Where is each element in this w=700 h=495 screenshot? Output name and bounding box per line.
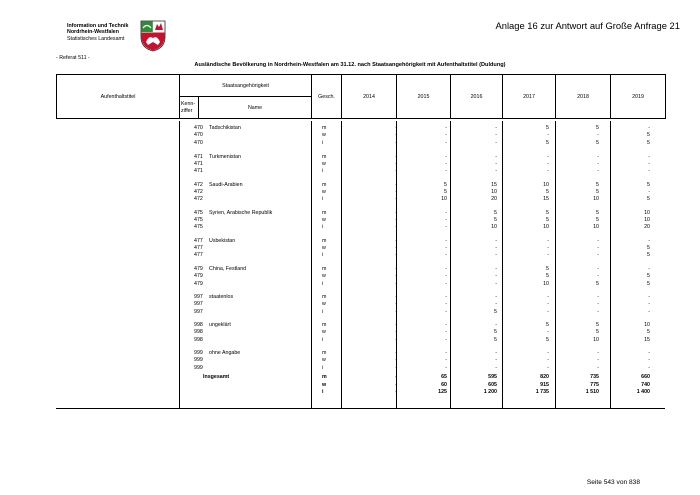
value-cell: 5 xyxy=(647,280,650,287)
value-cell: 5 xyxy=(647,329,650,336)
value-cell: - xyxy=(395,280,397,287)
gesch-cell: w xyxy=(322,273,326,280)
value-cell: 5 xyxy=(647,139,650,146)
anlage-heading: Anlage 16 zur Antwort auf Große Anfrage 21 xyxy=(495,20,680,31)
value-cell: - xyxy=(597,364,599,371)
country-name-cell: ohne Angabe xyxy=(209,350,241,356)
kennziffer-cell: 471 xyxy=(194,168,203,175)
value-cell: 5 xyxy=(494,308,497,315)
kennziffer-cell: 479 xyxy=(194,280,203,287)
value-cell: - xyxy=(495,357,497,364)
table-row xyxy=(56,365,665,372)
value-cell: - xyxy=(547,237,549,244)
value-cell: - xyxy=(395,266,397,272)
col-year-2014: 2014 xyxy=(342,75,397,119)
gesch-cell: m xyxy=(322,350,327,356)
gesch-cell: i xyxy=(322,308,324,315)
value-cell: - xyxy=(648,160,650,167)
kennziffer-cell: 470 xyxy=(194,139,203,146)
value-cell: - xyxy=(445,132,447,139)
kennziffer-cell: 998 xyxy=(194,322,203,328)
value-cell: - xyxy=(495,160,497,167)
value-cell: 5 xyxy=(546,322,549,328)
value-cell: - xyxy=(597,153,599,160)
kennziffer-cell: 475 xyxy=(194,216,203,223)
kennziffer-cell: 998 xyxy=(194,329,203,336)
value-cell: 5 xyxy=(546,188,549,195)
gesch-cell: w xyxy=(322,329,326,336)
gesch-cell: m xyxy=(322,153,327,160)
value-cell: 5 xyxy=(546,336,549,343)
value-cell: - xyxy=(495,364,497,371)
value-cell: - xyxy=(547,329,549,336)
table-body xyxy=(56,121,665,409)
value-cell: - xyxy=(547,350,549,356)
table-header xyxy=(56,74,666,119)
value-cell: - xyxy=(445,224,447,231)
gesch-cell: m xyxy=(322,294,327,300)
value-cell: - xyxy=(547,168,549,175)
value-cell: - xyxy=(445,216,447,223)
value-cell: - xyxy=(445,301,447,308)
value-cell: - xyxy=(648,168,650,175)
gesch-cell: w xyxy=(322,132,326,139)
kennziffer-cell: 477 xyxy=(194,237,203,244)
value-cell: - xyxy=(597,252,599,259)
value-cell: - xyxy=(395,237,397,244)
total-row xyxy=(56,389,665,396)
value-cell: - xyxy=(597,237,599,244)
table-row xyxy=(56,357,665,364)
col-aufenthaltstitel: Aufenthaltstitel xyxy=(57,75,180,119)
col-name: Name xyxy=(199,97,312,119)
value-cell: - xyxy=(597,350,599,356)
country-name-cell: China, Festland xyxy=(209,266,247,272)
kennziffer-cell: 999 xyxy=(194,357,203,364)
value-cell: - xyxy=(395,181,397,188)
total-value-cell: 735 xyxy=(590,374,599,380)
gesch-cell: i xyxy=(322,196,324,203)
gesch-cell: m xyxy=(322,209,327,216)
value-cell: - xyxy=(395,168,397,175)
value-cell: 5 xyxy=(596,280,599,287)
value-cell: 20 xyxy=(491,196,497,203)
col-year-2016: 2016 xyxy=(451,75,503,119)
value-cell: - xyxy=(547,301,549,308)
value-cell: - xyxy=(445,322,447,328)
value-cell: 10 xyxy=(543,181,549,188)
table-row xyxy=(56,245,665,252)
value-cell: 10 xyxy=(543,224,549,231)
total-value-cell: 820 xyxy=(540,374,549,380)
value-cell: - xyxy=(597,244,599,251)
gesch-cell: w xyxy=(322,381,327,388)
value-cell: - xyxy=(495,139,497,146)
value-cell: 15 xyxy=(543,196,549,203)
table-row xyxy=(56,189,665,196)
referat-label: - Referat 511 - xyxy=(56,55,90,61)
org-logo-text xyxy=(67,23,128,42)
value-cell: - xyxy=(648,153,650,160)
value-cell: - xyxy=(648,308,650,315)
value-cell: 15 xyxy=(644,336,650,343)
total-value-cell: - xyxy=(395,374,397,380)
value-cell: 10 xyxy=(644,209,650,216)
value-cell: 5 xyxy=(494,336,497,343)
value-cell: - xyxy=(597,301,599,308)
value-cell: - xyxy=(648,364,650,371)
value-cell: - xyxy=(395,188,397,195)
value-cell: - xyxy=(395,294,397,300)
value-cell: 5 xyxy=(494,329,497,336)
value-cell: - xyxy=(445,294,447,300)
table-row xyxy=(56,273,665,280)
value-cell: 5 xyxy=(444,188,447,195)
value-cell: - xyxy=(445,280,447,287)
table-row xyxy=(56,161,665,168)
kennziffer-cell: 470 xyxy=(194,125,203,131)
value-cell: - xyxy=(648,350,650,356)
value-cell: - xyxy=(445,160,447,167)
org-line-2: Nordrhein-Westfalen xyxy=(67,29,119,36)
value-cell: - xyxy=(395,160,397,167)
value-cell: 10 xyxy=(441,196,447,203)
country-name-cell: Tadschikistan xyxy=(209,125,241,131)
value-cell: - xyxy=(495,132,497,139)
value-cell: - xyxy=(547,153,549,160)
kennziffer-cell: 998 xyxy=(194,336,203,343)
kennziffer-cell: 479 xyxy=(194,273,203,280)
value-cell: - xyxy=(648,357,650,364)
value-cell: - xyxy=(547,294,549,300)
value-cell: - xyxy=(395,322,397,328)
kennziffer-cell: 999 xyxy=(194,350,203,356)
value-cell: - xyxy=(547,357,549,364)
value-cell: 5 xyxy=(444,181,447,188)
gesch-cell: i xyxy=(322,252,324,259)
table-row xyxy=(56,329,665,336)
value-cell: 10 xyxy=(543,280,549,287)
value-cell: - xyxy=(395,308,397,315)
table-row xyxy=(56,125,665,132)
value-cell: 5 xyxy=(596,322,599,328)
kennziffer-cell: 997 xyxy=(194,308,203,315)
nrw-crest-icon xyxy=(140,20,166,52)
value-cell: - xyxy=(445,237,447,244)
value-cell: - xyxy=(495,273,497,280)
table-row xyxy=(56,294,665,301)
value-cell: - xyxy=(395,301,397,308)
value-cell: - xyxy=(648,237,650,244)
total-value-cell: 1 510 xyxy=(585,389,599,396)
kennziffer-cell: 471 xyxy=(194,160,203,167)
gesch-cell: w xyxy=(322,160,326,167)
value-cell: - xyxy=(395,350,397,356)
gesch-cell: m xyxy=(322,181,327,188)
value-cell: - xyxy=(395,336,397,343)
col-staatsangehoerigkeit: Staatsangehörigkeit xyxy=(180,75,312,97)
value-cell: - xyxy=(597,308,599,315)
table-row xyxy=(56,140,665,147)
gesch-cell: i xyxy=(322,224,324,231)
kennziffer-cell: 477 xyxy=(194,252,203,259)
kennziffer-cell: 475 xyxy=(194,224,203,231)
page-number: Seite 543 von 838 xyxy=(586,479,640,486)
total-value-cell: - xyxy=(395,381,397,388)
value-cell: - xyxy=(495,280,497,287)
value-cell: - xyxy=(648,188,650,195)
gesch-cell: m xyxy=(322,322,327,328)
value-cell: - xyxy=(445,252,447,259)
value-cell: - xyxy=(648,294,650,300)
value-cell: 5 xyxy=(546,273,549,280)
table-row xyxy=(56,132,665,139)
value-cell: - xyxy=(597,132,599,139)
value-cell: - xyxy=(495,294,497,300)
gesch-cell: i xyxy=(322,168,324,175)
gesch-cell: i xyxy=(322,139,324,146)
value-cell: - xyxy=(547,160,549,167)
kennziffer-cell: 479 xyxy=(194,266,203,272)
value-cell: - xyxy=(395,139,397,146)
kennziffer-cell: 477 xyxy=(194,244,203,251)
value-cell: 5 xyxy=(596,329,599,336)
table-row xyxy=(56,182,665,189)
value-cell: - xyxy=(648,301,650,308)
col-kennziffer: Kenn-ziffer xyxy=(180,97,199,119)
value-cell: - xyxy=(597,168,599,175)
value-cell: 5 xyxy=(546,209,549,216)
col-year-2019: 2019 xyxy=(611,75,666,119)
value-cell: 5 xyxy=(647,196,650,203)
kennziffer-cell: 472 xyxy=(194,188,203,195)
col-year-2015: 2015 xyxy=(397,75,451,119)
value-cell: - xyxy=(395,196,397,203)
gesch-cell: m xyxy=(322,125,327,131)
value-cell: - xyxy=(547,244,549,251)
value-cell: - xyxy=(445,139,447,146)
value-cell: 5 xyxy=(494,209,497,216)
table-row xyxy=(56,196,665,203)
total-value-cell: 605 xyxy=(488,381,497,388)
total-row xyxy=(56,374,665,381)
table-row xyxy=(56,337,665,344)
total-row xyxy=(56,382,665,389)
value-cell: - xyxy=(445,357,447,364)
value-cell: - xyxy=(395,209,397,216)
gesch-cell: w xyxy=(322,357,326,364)
table-title: Ausländische Bevölkerung in Nordrhein-Westfalen am 31.12. nach Staatsangehörigkeit mit Aufenthaltstitel (Duldung) xyxy=(194,62,506,68)
gesch-cell: w xyxy=(322,244,326,251)
value-cell: - xyxy=(495,153,497,160)
gesch-cell: m xyxy=(322,237,327,244)
total-value-cell: 65 xyxy=(441,374,447,380)
kennziffer-cell: 472 xyxy=(194,181,203,188)
value-cell: - xyxy=(395,216,397,223)
total-value-cell: 1 400 xyxy=(636,389,650,396)
kennziffer-cell: 999 xyxy=(194,364,203,371)
kennziffer-cell: 470 xyxy=(194,132,203,139)
table-row xyxy=(56,252,665,259)
value-cell: - xyxy=(395,132,397,139)
table-row xyxy=(56,154,665,161)
kennziffer-cell: 475 xyxy=(194,209,203,216)
gesch-cell: m xyxy=(322,374,327,380)
value-cell: - xyxy=(445,336,447,343)
value-cell: 10 xyxy=(491,224,497,231)
gesch-cell: m xyxy=(322,266,327,272)
value-cell: - xyxy=(395,357,397,364)
value-cell: 5 xyxy=(546,125,549,131)
value-cell: - xyxy=(395,329,397,336)
total-value-cell: 60 xyxy=(441,381,447,388)
value-cell: 5 xyxy=(647,273,650,280)
value-cell: - xyxy=(547,308,549,315)
value-cell: - xyxy=(495,237,497,244)
value-cell: - xyxy=(445,125,447,131)
value-cell: - xyxy=(495,301,497,308)
value-cell: 15 xyxy=(491,181,497,188)
value-cell: 5 xyxy=(596,125,599,131)
value-cell: - xyxy=(445,308,447,315)
value-cell: 10 xyxy=(491,188,497,195)
table-row xyxy=(56,266,665,273)
col-gesch: Gesch. xyxy=(312,75,342,119)
value-cell: - xyxy=(495,266,497,272)
value-cell: - xyxy=(445,153,447,160)
table-row xyxy=(56,301,665,308)
table-row xyxy=(56,309,665,316)
value-cell: - xyxy=(445,168,447,175)
value-cell: - xyxy=(547,252,549,259)
value-cell: - xyxy=(547,364,549,371)
total-value-cell: - xyxy=(395,389,397,396)
gesch-cell: w xyxy=(322,301,326,308)
gesch-cell: i xyxy=(322,280,324,287)
org-line-1: Information und Technik xyxy=(67,23,129,29)
value-cell: - xyxy=(445,266,447,272)
kennziffer-cell: 472 xyxy=(194,196,203,203)
table-row xyxy=(56,238,665,245)
total-value-cell: 915 xyxy=(540,381,549,388)
country-name-cell: Turkmenistan xyxy=(209,153,241,160)
country-name-cell: Saudi-Arabien xyxy=(209,181,243,188)
value-cell: - xyxy=(597,273,599,280)
value-cell: - xyxy=(445,273,447,280)
gesch-cell: i xyxy=(322,336,324,343)
table-row xyxy=(56,281,665,288)
value-cell: 5 xyxy=(647,181,650,188)
value-cell: 5 xyxy=(647,244,650,251)
org-line-3: Statistisches Landesamt xyxy=(67,35,125,42)
value-cell: - xyxy=(395,224,397,231)
value-cell: - xyxy=(395,125,397,131)
value-cell: - xyxy=(395,244,397,251)
total-value-cell: 595 xyxy=(488,374,497,380)
value-cell: - xyxy=(395,153,397,160)
value-cell: 5 xyxy=(546,266,549,272)
country-name-cell: ungeklärt xyxy=(209,322,231,328)
value-cell: - xyxy=(445,329,447,336)
total-value-cell: 125 xyxy=(438,389,447,396)
col-year-2018: 2018 xyxy=(556,75,611,119)
value-cell: 5 xyxy=(647,252,650,259)
value-cell: - xyxy=(445,364,447,371)
value-cell: 5 xyxy=(596,209,599,216)
value-cell: - xyxy=(395,364,397,371)
value-cell: - xyxy=(495,244,497,251)
value-cell: 5 xyxy=(596,139,599,146)
kennziffer-cell: 471 xyxy=(194,153,203,160)
kennziffer-cell: 997 xyxy=(194,294,203,300)
total-value-cell: 775 xyxy=(590,381,599,388)
value-cell: - xyxy=(597,266,599,272)
country-name-cell: staatenlos xyxy=(209,294,234,300)
value-cell: 20 xyxy=(644,224,650,231)
gesch-cell: w xyxy=(322,216,326,223)
total-value-cell: 660 xyxy=(641,374,650,380)
value-cell: - xyxy=(648,266,650,272)
value-cell: - xyxy=(495,168,497,175)
value-cell: - xyxy=(597,357,599,364)
country-name-cell: Usbekistan xyxy=(209,237,236,244)
value-cell: 5 xyxy=(546,139,549,146)
total-label: Insgesamt xyxy=(203,374,230,380)
value-cell: - xyxy=(445,350,447,356)
gesch-cell: i xyxy=(322,364,324,371)
value-cell: 5 xyxy=(494,216,497,223)
value-cell: - xyxy=(445,209,447,216)
value-cell: - xyxy=(495,322,497,328)
total-value-cell: 1 200 xyxy=(483,389,497,396)
value-cell: - xyxy=(495,350,497,356)
table-row xyxy=(56,210,665,217)
value-cell: - xyxy=(547,132,549,139)
value-cell: - xyxy=(445,244,447,251)
value-cell: 10 xyxy=(593,196,599,203)
table-row xyxy=(56,322,665,329)
value-cell: 5 xyxy=(596,181,599,188)
value-cell: - xyxy=(495,125,497,131)
value-cell: 5 xyxy=(596,188,599,195)
value-cell: - xyxy=(597,160,599,167)
value-cell: - xyxy=(597,294,599,300)
value-cell: - xyxy=(395,252,397,259)
country-name-cell: Syrien, Arabische Republik xyxy=(209,209,273,216)
table-row xyxy=(56,224,665,231)
gesch-cell: i xyxy=(322,389,324,396)
gesch-cell: w xyxy=(322,188,326,195)
table-row xyxy=(56,217,665,224)
value-cell: 5 xyxy=(546,216,549,223)
table-row xyxy=(56,350,665,357)
value-cell: 10 xyxy=(644,216,650,223)
col-year-2017: 2017 xyxy=(503,75,556,119)
value-cell: - xyxy=(395,273,397,280)
total-value-cell: 1 735 xyxy=(535,389,549,396)
table-row xyxy=(56,168,665,175)
value-cell: - xyxy=(495,252,497,259)
value-cell: - xyxy=(648,125,650,131)
total-value-cell: 740 xyxy=(641,381,650,388)
value-cell: 10 xyxy=(644,322,650,328)
value-cell: 5 xyxy=(596,216,599,223)
value-cell: 10 xyxy=(593,336,599,343)
value-cell: 5 xyxy=(647,132,650,139)
kennziffer-cell: 997 xyxy=(194,301,203,308)
value-cell: 10 xyxy=(593,224,599,231)
